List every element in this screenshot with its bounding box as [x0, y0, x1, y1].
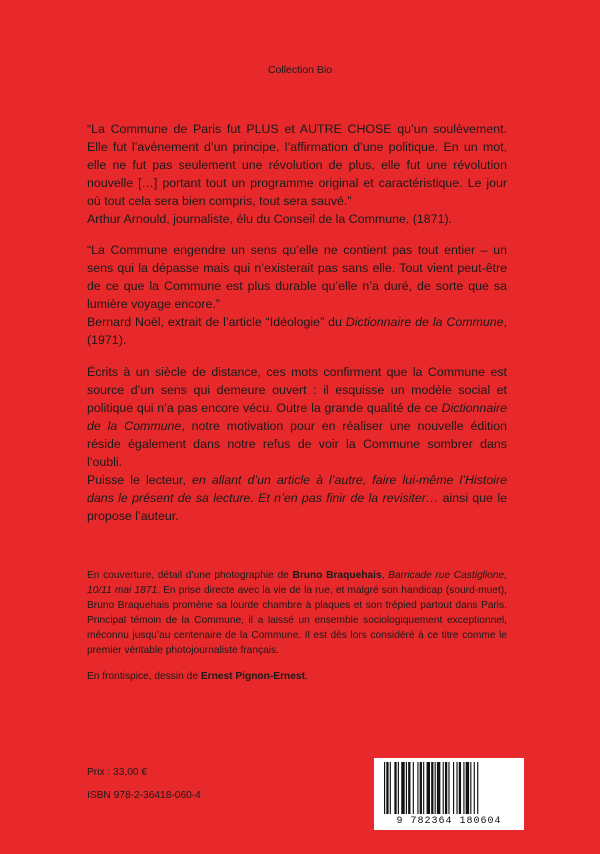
editorial-paragraph [87, 363, 507, 525]
artist-name: Ernest Pignon-Ernest [200, 671, 305, 682]
photo-title: Barricade rue Castiglione, 10/11 mai 1871 [87, 570, 508, 596]
editorial-closing: Puisse le lecteur, en allant d’un article à l’autre, faire lui-même l’Histoire dans le présent de sa lecture. Et n’en pas finir de la revisiter… ainsi que le propose l’auteur. [87, 473, 507, 523]
collection-label: Collection Bio [267, 64, 333, 76]
quote-1-attribution: Arthur Arnould, journaliste, élu du Conseil de la Commune, (1871). [87, 212, 453, 226]
isbn-label: ISBN 978-2-36418-060-4 [87, 790, 201, 801]
quote-1-text: “La Commune de Paris fut PLUS et AUTRE CHOSE qu’un soulèvement. Elle fut l’avènement d’un principe, l’affirmation d’une politique. En un mot, elle ne fut pas seulement une révolution de plus, elle fut une révolution nouvelle […] portant tout un programme original et caractéristique. Le jour où tout cela sera bien compris, tout sera sauvé.” [87, 122, 507, 208]
quote-2-attribution: Bernard Noël, extrait de l’article “Idéologie” du Dictionnaire de la Commune, (1971). [87, 315, 507, 347]
quote-block-1 [87, 120, 507, 228]
dictionary-title: Dictionnaire de la Commune [345, 315, 504, 329]
isbn-barcode [374, 758, 524, 830]
barcode-icon [374, 758, 524, 816]
photographer-name: Bruno Braquehais [292, 570, 382, 581]
barcode-number: 9 782364 180604 [396, 816, 502, 827]
price-label: Prix : 33,00 € [87, 767, 148, 778]
editorial-text: Écrits à un siècle de distance, ces mots confirment que la Commune est source d’un sens qui demeure ouvert : il esquisse un modèle social et politique qui n’a pas encore vécu. Outre la grande qualité de ce Dictionnaire de la Commune, notre motivation pour en réaliser une nouvelle édition réside également dans notre refus de voir la Commune sombrer dans l’oubli. [87, 365, 507, 469]
cover-credit-text: En couverture, détail d’une photographie de Bruno Braquehais, Barricade rue Castiglione, 10/11 mai 1871. En prise directe avec la vie de la rue, et malgré son handicap (sourd-muet), Bruno Braquehais promène sa lourde chambre à plaques et son trépied partout dans Paris. Principal témoin de la Commune, il a laissé un ensemble sociologiquement exceptionnel, méconnu jusqu’au centenaire de la Commune. Il est dès lors considéré à ce titre comme le premier véritable photojournaliste français. [87, 570, 508, 656]
quote-2-text: “La Commune engendre un sens qu’elle ne contient pas tout entier – un sens qui la dépasse mais qui n’existerait pas sans elle. Tout vient peut-être de ce que la Commune est plus durable qu’elle n’a duré, de sorte que sa lumière voyage encore.” [87, 243, 507, 311]
cover-credit [87, 568, 507, 658]
frontispice-credit: En frontispice, dessin de Ernest Pignon-Ernest. [87, 671, 308, 682]
quote-block-2 [87, 241, 507, 349]
